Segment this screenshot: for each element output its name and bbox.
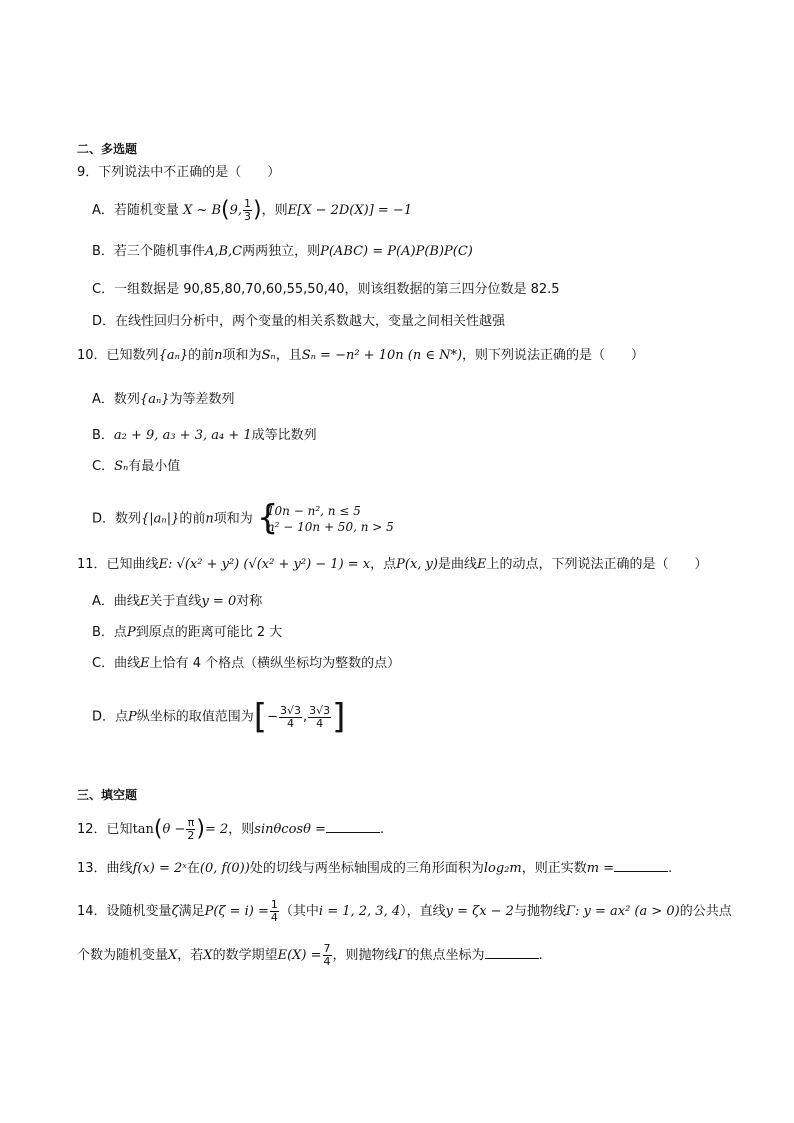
answer-blank[interactable] — [614, 859, 668, 872]
period: . — [379, 822, 385, 837]
option-text: ，则 — [261, 203, 288, 218]
fraction — [323, 943, 332, 968]
question-text: 曲线 — [106, 861, 133, 876]
option-label: A． — [92, 594, 114, 609]
question-text: 已知 — [106, 822, 133, 837]
left-brace: { — [256, 498, 279, 538]
math-line: y = ζx − 2 — [445, 904, 514, 919]
option-label: B． — [92, 244, 114, 259]
option-label: A． — [92, 203, 114, 218]
question-number: 13． — [77, 861, 107, 876]
option-label: A． — [92, 392, 114, 407]
math-m: m = — [586, 861, 615, 876]
math-n: n — [214, 348, 223, 363]
option-text: 数列 — [113, 392, 140, 407]
math-nine: 9, — [229, 203, 243, 218]
option-text: 有最小值 — [128, 459, 181, 474]
option-label: D． — [92, 511, 116, 527]
fraction-numerator: π — [187, 816, 195, 829]
math-theta: θ − — [162, 822, 186, 837]
option-label: B． — [92, 625, 114, 640]
math-expectation: E(X) = — [277, 948, 322, 963]
fraction-denominator: 3 — [244, 210, 252, 223]
bracket-close: ] — [332, 697, 346, 737]
math-gamma: Γ — [397, 948, 407, 963]
option-text: 曲线 — [113, 594, 140, 609]
question-13 — [77, 859, 672, 878]
question-number: 12． — [77, 822, 107, 837]
period: . — [538, 948, 543, 963]
question-text: 是曲线 — [437, 557, 477, 572]
math-function: f(x) = 2ˣ — [132, 861, 187, 876]
question-text: 与抛物线 — [513, 904, 566, 919]
math-abs-sequence: {|aₙ|} — [141, 511, 180, 527]
question-text: ，则抛物线 — [332, 948, 398, 963]
q9-option-b — [92, 243, 473, 261]
question-10-stem — [77, 347, 644, 365]
math-e: E — [140, 656, 150, 671]
fraction-numerator: 3√3 — [279, 703, 301, 717]
math-n: n — [205, 511, 214, 527]
option-text: 数列 — [115, 511, 142, 527]
question-text: 满足 — [178, 904, 205, 919]
math-sum-formula: Sₙ = −n² + 10n (n ∈ N*) — [301, 348, 463, 363]
paren-open: ( — [153, 816, 163, 842]
question-text: ），直线 — [400, 904, 446, 919]
fraction-denominator: 4 — [323, 955, 331, 968]
option-label: D． — [92, 709, 116, 725]
question-number: 11． — [77, 557, 107, 572]
question-number: 10． — [77, 348, 107, 363]
q9-option-a — [92, 198, 412, 223]
option-label: B． — [92, 428, 114, 443]
q11-option-b — [92, 624, 282, 642]
minus-sign: − — [267, 709, 278, 725]
math-point: (0, f(0)) — [199, 861, 250, 876]
q11-option-c — [92, 655, 400, 673]
math-terms: a₂ + 9, a₃ + 3, a₄ + 1 — [113, 428, 252, 443]
fraction-numerator: 1 — [244, 197, 252, 210]
math-sum: Sₙ — [114, 459, 129, 474]
question-text: 已知曲线 — [106, 557, 159, 572]
fraction-denominator: 4 — [286, 716, 294, 730]
question-number: 14． — [77, 904, 107, 919]
option-label: D． — [92, 314, 116, 329]
q11-option-a — [92, 593, 262, 611]
fraction-numerator: 1 — [270, 898, 278, 911]
option-text: 一组数据是 90,85,80,70,60,55,50,40，则该组数据的第三四分位数是 82.5 — [114, 282, 560, 297]
period: . — [668, 861, 673, 876]
question-text: 的焦点坐标为 — [406, 948, 485, 963]
question-text: 下列说法中不正确的是（ ） — [98, 165, 281, 180]
question-14-line-1 — [77, 899, 732, 924]
question-text: 已知数列 — [106, 348, 159, 363]
answer-blank[interactable] — [326, 820, 380, 833]
math-point: P(x, y) — [396, 557, 438, 572]
option-text: 点 — [115, 709, 129, 725]
fraction-denominator: 2 — [187, 829, 195, 842]
fraction-denominator: 4 — [316, 716, 324, 730]
question-text: ，则下列说法正确的是（ ） — [462, 348, 645, 363]
option-text: 的前 — [179, 511, 206, 527]
question-text: 上的动点，下列说法正确的是（ ） — [486, 557, 708, 572]
math-p: P — [128, 709, 137, 725]
question-text: 项和为 — [222, 348, 262, 363]
math-curve: E: √(x² + y²) (√(x² + y²) − 1) = x — [158, 557, 371, 572]
fraction-numerator: 3√3 — [309, 703, 331, 717]
question-14-line-2 — [77, 943, 543, 968]
question-number: 9． — [77, 165, 99, 180]
question-text: 设随机变量 — [106, 904, 172, 919]
question-text: 个数为随机变量 — [77, 948, 169, 963]
math-log: log₂m — [483, 861, 522, 876]
fraction-numerator: 7 — [323, 942, 331, 955]
option-text: 项和为 — [213, 511, 253, 527]
fraction — [308, 705, 331, 730]
option-text: 若三个随机事件 — [113, 244, 205, 259]
math-probability: P(ABC) = P(A)P(B)P(C) — [320, 244, 473, 259]
comma: , — [302, 709, 308, 725]
question-12 — [77, 817, 384, 842]
bracket-open: [ — [253, 697, 268, 737]
option-label: C． — [92, 656, 115, 671]
math-e: E — [139, 594, 150, 609]
case-line-1: 10n − n², n ≤ 5 — [266, 504, 361, 518]
question-text: ，则 — [228, 822, 255, 837]
fraction — [243, 198, 252, 223]
option-text: 在线性回归分析中，两个变量的相关系数越大，变量之间相关性越强 — [115, 314, 506, 329]
section-heading-fill-blank: 三、填空题 — [77, 788, 138, 802]
math-binomial: X ~ B — [183, 203, 222, 218]
q10-option-d — [92, 498, 394, 538]
option-text: 纵坐标的取值范围为 — [136, 709, 254, 725]
case-line-2: n² − 10n + 50, n > 5 — [266, 520, 394, 534]
math-x: X — [168, 948, 178, 963]
math-expectation: E[X − 2D(X)] = −1 — [287, 203, 413, 218]
option-text: 到原点的距离可能比 2 大 — [135, 625, 283, 640]
math-sequence: {aₙ} — [158, 348, 189, 363]
q11-option-d — [92, 697, 346, 737]
fraction — [186, 817, 195, 842]
question-text: 的前 — [188, 348, 215, 363]
option-text: 成等比数列 — [251, 428, 317, 443]
math-equals: = 2 — [204, 822, 229, 837]
option-text: 为等差数列 — [169, 392, 235, 407]
section-heading-multi-choice: 二、多选题 — [77, 142, 138, 156]
q10-option-b — [92, 427, 317, 445]
q10-option-a — [92, 391, 235, 409]
question-text: 在 — [186, 861, 200, 876]
option-text: 对称 — [236, 594, 263, 609]
option-text: 关于直线 — [149, 594, 202, 609]
math-zeta: ζ — [171, 904, 179, 919]
math-x: X — [203, 948, 213, 963]
question-text: （其中 — [279, 904, 319, 919]
question-text: ，若 — [177, 948, 204, 963]
q10-option-c — [92, 458, 180, 476]
question-text: 处的切线与两坐标轴围成的三角形面积为 — [249, 861, 484, 876]
paren-close: ) — [196, 816, 205, 842]
question-text: 的公共点 — [679, 904, 732, 919]
paren-open: ( — [221, 197, 230, 223]
fraction — [279, 705, 302, 730]
math-e: E — [477, 557, 487, 572]
q9-option-d — [92, 313, 505, 331]
option-text: 两两独立，则 — [242, 244, 321, 259]
math-tan: tan — [132, 822, 154, 837]
question-text: ，点 — [370, 557, 397, 572]
math-line: y = 0 — [201, 594, 237, 609]
paren-close: ) — [253, 197, 262, 223]
option-label: C． — [92, 459, 115, 474]
answer-blank[interactable] — [485, 946, 539, 959]
math-sincos: sinθcosθ = — [254, 822, 326, 837]
q9-option-c — [92, 281, 560, 299]
math-p: P — [126, 625, 136, 640]
fraction — [270, 899, 279, 924]
option-text: 曲线 — [114, 656, 141, 671]
question-text: ，且 — [275, 348, 302, 363]
question-text: 的数学期望 — [212, 948, 278, 963]
math-sequence: {aₙ} — [139, 392, 170, 407]
question-text: ，则正实数 — [521, 861, 587, 876]
math-parabola: Γ: y = ax² (a > 0) — [565, 904, 680, 919]
question-11-stem — [77, 556, 708, 574]
piecewise-cases — [256, 498, 394, 538]
math-probability: P(ζ = i) = — [204, 904, 269, 919]
fraction-denominator: 4 — [270, 911, 278, 924]
option-text: 点 — [113, 625, 127, 640]
math-events: A,B,C — [204, 244, 243, 259]
option-text: 上恰有 4 个格点（横纵坐标均为整数的点） — [149, 656, 401, 671]
option-label: C． — [92, 282, 115, 297]
question-9-stem — [77, 164, 280, 182]
math-sum: Sₙ — [261, 348, 276, 363]
option-text: 若随机变量 — [113, 203, 179, 218]
math-index: i = 1, 2, 3, 4 — [318, 904, 401, 919]
